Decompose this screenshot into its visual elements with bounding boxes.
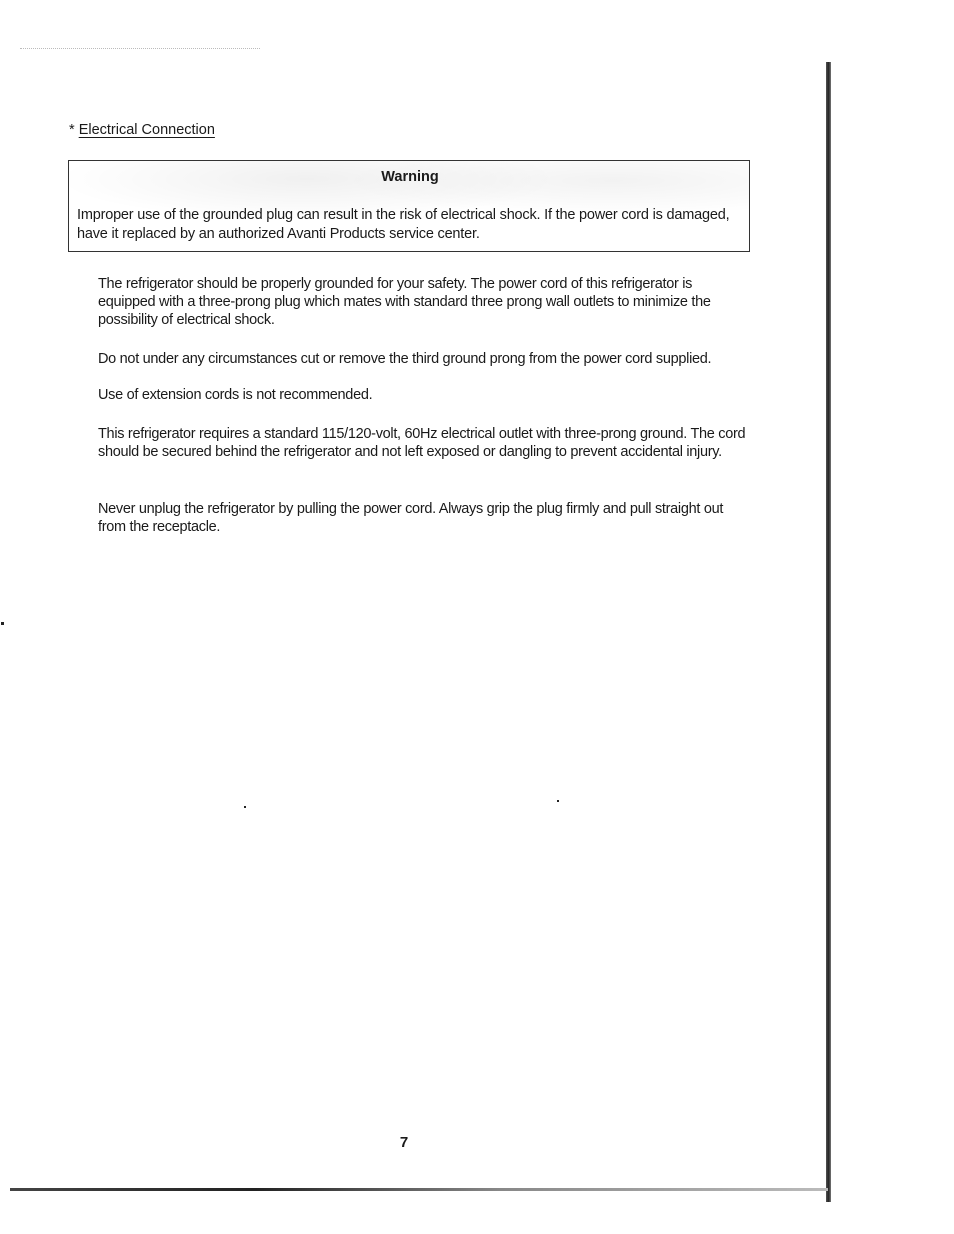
section-title: Electrical Connection xyxy=(78,122,215,138)
scan-edge-bottom xyxy=(10,1188,828,1191)
paragraph-grounding: The refrigerator should be properly grounded for your safety. The power cord of this refrigerator is equipped with a three-prong plug which mates with standard three prong wall outlets to minimize the possibility of electrical shock. xyxy=(98,276,711,328)
page-number: 7 xyxy=(399,1134,409,1151)
paragraph-outlet-requirements: This refrigerator requires a standard 115/120-volt, 60Hz electrical outlet with three-prong ground. The cord should be secured behind the refrigerator and not left exposed or dangling to prevent accidental injury. xyxy=(98,426,746,460)
warning-body: Improper use of the grounded plug can result in the risk of electrical shock. If the power cord is damaged, have it replaced by an authorized Avanti Products service center. xyxy=(77,207,730,242)
section-bullet: * xyxy=(69,122,75,138)
section-heading xyxy=(69,122,215,138)
paragraph-unplugging: Never unplug the refrigerator by pulling the power cord. Always grip the plug firmly and pull straight out from the receptacle. xyxy=(98,501,724,535)
warning-title: Warning xyxy=(381,169,439,185)
scan-artifact-top xyxy=(20,48,260,50)
paragraph-extension-cords: Use of extension cords is not recommended. xyxy=(98,387,373,403)
paragraph-ground-prong: Do not under any circumstances cut or remove the third ground prong from the power cord supplied. xyxy=(98,351,712,367)
warning-box xyxy=(68,160,750,252)
scan-speck xyxy=(557,800,559,802)
scan-speck xyxy=(1,622,4,625)
scan-edge-right xyxy=(826,62,831,1202)
scan-speck xyxy=(244,806,246,808)
